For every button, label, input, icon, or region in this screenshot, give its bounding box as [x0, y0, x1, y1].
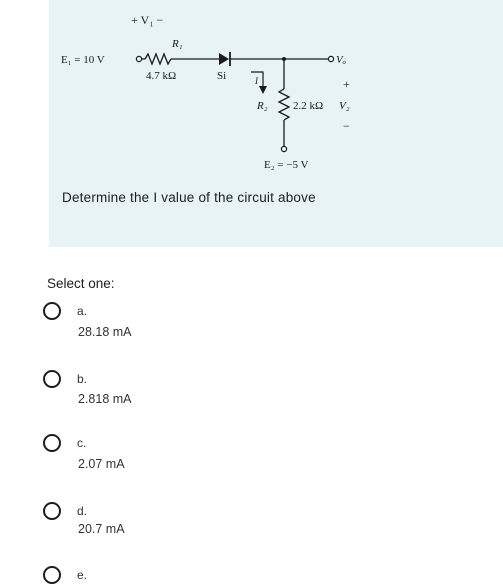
e1-terminal — [136, 56, 141, 61]
question-text: Determine the I value of the circuit above — [62, 190, 316, 205]
v2-minus: − — [343, 119, 350, 133]
vo-terminal — [328, 56, 333, 61]
option-b-text: 2.818 mA — [78, 392, 132, 406]
select-one-label: Select one: — [47, 276, 115, 291]
r1-label: R₁ — [172, 38, 183, 50]
option-b-letter: b. — [77, 372, 88, 386]
option-a[interactable] — [0, 298, 503, 350]
option-a-letter: a. — [77, 304, 88, 318]
r2-resistor — [279, 89, 289, 120]
v2-label: V₂ — [339, 100, 350, 112]
v1-label: + V₁ − — [131, 13, 164, 27]
option-d[interactable] — [0, 498, 503, 550]
current-arrowhead — [259, 86, 267, 94]
circuit-diagram — [49, 0, 503, 190]
v2-plus: + — [343, 77, 350, 91]
option-d-letter: d. — [77, 504, 88, 518]
option-a-text: 28.18 mA — [78, 325, 132, 339]
option-b[interactable] — [0, 366, 503, 418]
current-label: I — [255, 76, 258, 86]
option-c-text: 2.07 mA — [78, 457, 125, 471]
e2-terminal — [281, 146, 286, 151]
radio-a[interactable] — [43, 302, 61, 320]
radio-b[interactable] — [43, 370, 61, 388]
vo-label: Vₒ — [336, 54, 346, 66]
r2-label: R₂ — [257, 100, 268, 112]
option-e[interactable] — [0, 562, 503, 586]
option-c-letter: c. — [77, 436, 87, 450]
option-c[interactable] — [0, 430, 503, 482]
option-d-text: 20.7 mA — [78, 522, 125, 536]
r1-value: 4.7 kΩ — [146, 70, 177, 82]
e2-label: E₂ = −5 V — [264, 159, 309, 171]
radio-d[interactable] — [43, 502, 61, 520]
r1-resistor — [145, 54, 171, 64]
r2-value: 2.2 kΩ — [293, 100, 324, 112]
e1-label: E₁ = 10 V — [61, 54, 105, 66]
question-panel — [49, 0, 503, 247]
radio-e[interactable] — [43, 566, 61, 584]
option-e-letter: e. — [77, 568, 88, 582]
diode-label: Si — [217, 70, 227, 82]
diode-symbol — [219, 53, 229, 65]
radio-c[interactable] — [43, 434, 61, 452]
